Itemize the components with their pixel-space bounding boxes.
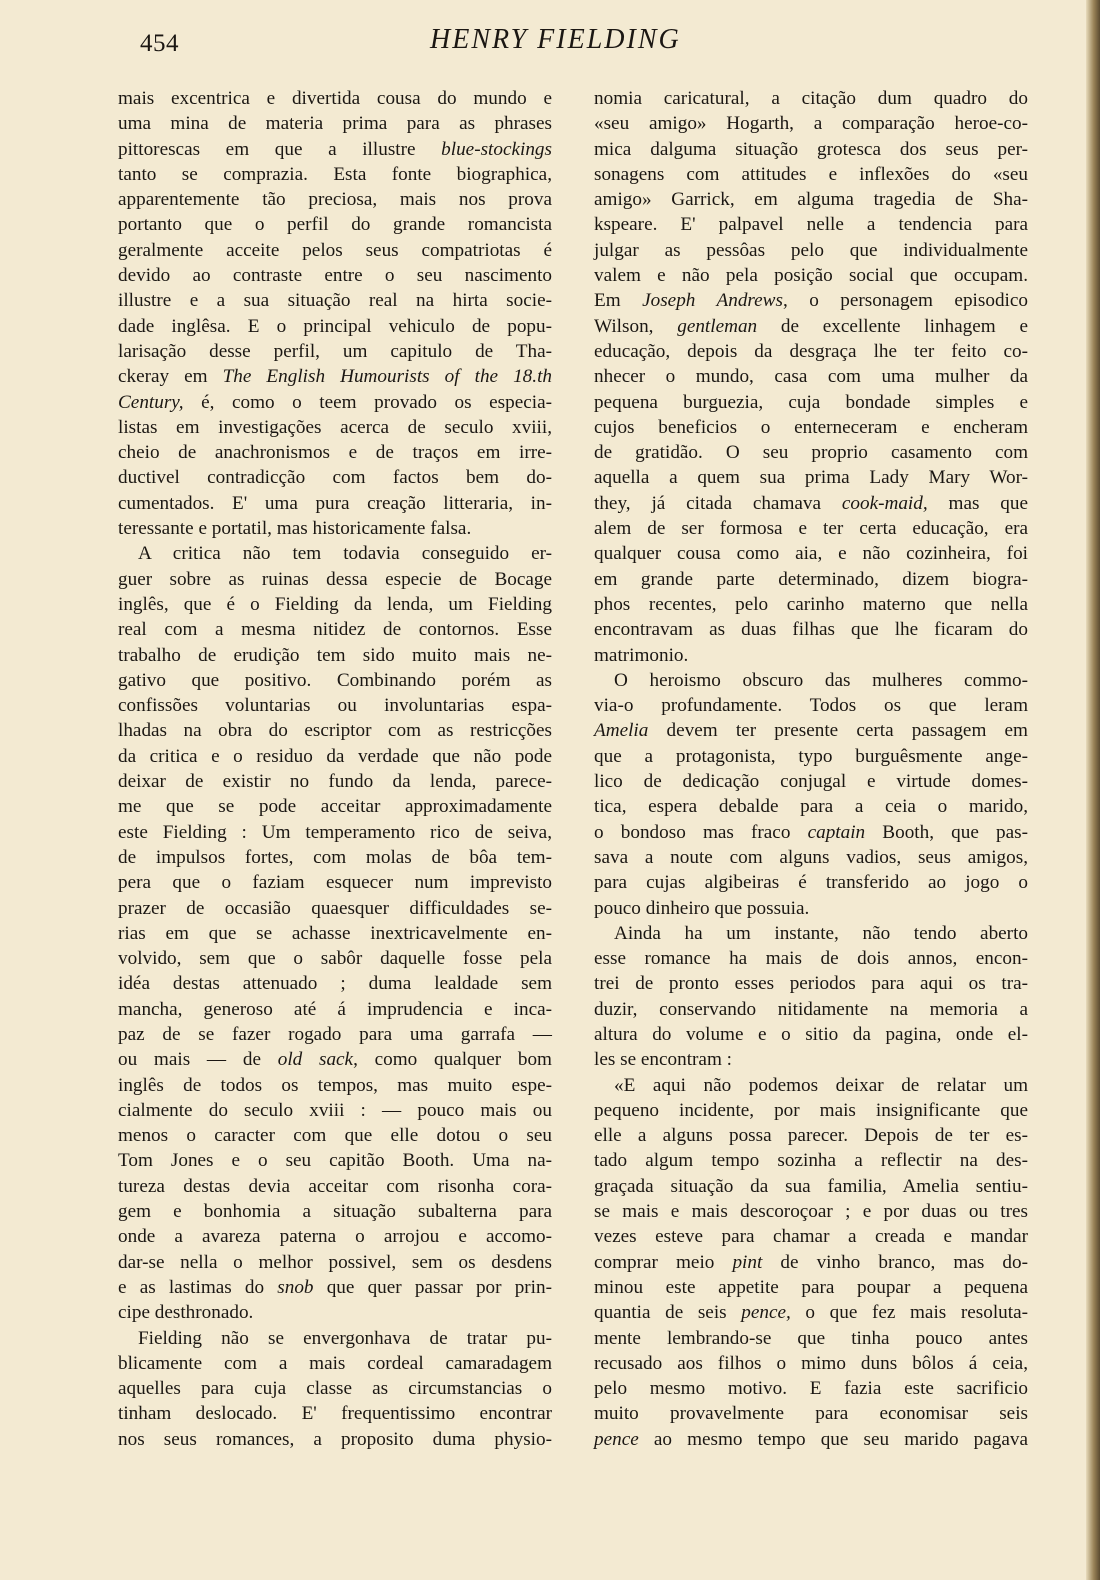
- text-line: este Fielding : Um temperamento rico de seiva,: [118, 821, 552, 843]
- text-line: matrimonio.: [594, 644, 689, 666]
- text-line: blicamente com a mais cordeal camaradagem: [118, 1352, 552, 1374]
- text-line: cujos beneficios o enterneceram e encheram: [594, 416, 1028, 438]
- text-line: A critica não tem todavia conseguido er-: [138, 543, 552, 565]
- text-line: de impulsos fortes, com molas de bôa tem-: [118, 846, 552, 868]
- text-line: Ainda ha um instante, não tendo aberto: [614, 922, 1028, 944]
- text-line: guer sobre as ruinas dessa especie de Bocage: [118, 568, 552, 590]
- text-line: via-o profundamente. Todos os que leram: [594, 695, 1028, 717]
- text-line: de gratidão. O seu proprio casamento com: [594, 442, 1028, 464]
- text-line: cumentados. E' uma pura creação litteraria, in-: [118, 492, 552, 514]
- text-line: nhecer o mundo, casa com uma mulher da: [594, 366, 1028, 388]
- text-line: devido ao contraste entre o seu nascimento: [118, 265, 552, 287]
- text-line: recusado aos filhos o mimo duns bôlos á ceia,: [594, 1352, 1028, 1374]
- text-line: teressante e portatil, mas historicamente falsa.: [118, 518, 472, 540]
- text-line: trei de pronto esses periodos para aqui os tra-: [594, 973, 1028, 995]
- text-line: Amelia devem ter presente certa passagem em: [594, 720, 1028, 742]
- text-line: encontravam as duas filhas que lhe ficaram do: [594, 619, 1028, 641]
- text-line: volvido, sem que o sabôr daquelle fosse pela: [118, 948, 552, 970]
- running-head: [0, 22, 1100, 62]
- running-title: HENRY FIELDING: [430, 24, 681, 55]
- text-line: valem e não pela posição social que occupam.: [594, 265, 1028, 287]
- text-line: Century, é, como o teem provado os especia-: [118, 391, 552, 413]
- text-line: uma mina de materia prima para as phrases: [118, 113, 552, 135]
- text-line: nos seus romances, a proposito duma physio-: [118, 1428, 552, 1450]
- italic-phrase: cook-maid,: [841, 492, 928, 514]
- text-line: kspeare. E' palpavel nelle a tendencia para: [594, 214, 1028, 236]
- text-line: vezes esteve para chamar a creada e mandar: [594, 1226, 1028, 1248]
- text-line: lhadas na obra do escriptor com as restricções: [118, 720, 552, 742]
- text-line: illustre e a sua situação real na hirta socie-: [118, 290, 552, 312]
- text-line: para cujas algibeiras é transferido ao jogo o: [594, 872, 1028, 894]
- text-line: lico de dedicação conjugal e virtude domes-: [594, 771, 1028, 793]
- text-line: tinham deslocado. E' frequentissimo encontrar: [118, 1403, 552, 1425]
- text-line: Tom Jones e o seu capitão Booth. Uma na-: [118, 1150, 552, 1172]
- text-line: O heroismo obscuro das mulheres commo-: [614, 669, 1028, 691]
- text-line: tanto se comprazia. Esta fonte biographica,: [118, 163, 552, 185]
- text-line: pequena burguezia, cuja bondade simples e: [594, 391, 1028, 413]
- text-line: duzir, conservando nitidamente na memoria a: [594, 998, 1028, 1020]
- text-line: onde a avareza paterna o arrojou e accomo-: [118, 1226, 552, 1248]
- italic-phrase: Century,: [118, 391, 184, 413]
- text-line: «E aqui não podemos deixar de relatar um: [614, 1074, 1028, 1096]
- italic-phrase: snob: [277, 1276, 314, 1298]
- text-line: prazer de occasião quaesquer difficuldades se-: [118, 897, 552, 919]
- text-line: graçada situação da sua familia, Amelia sentiu-: [594, 1175, 1028, 1197]
- text-line: trabalho de erudição tem sido muito mais ne-: [118, 644, 552, 666]
- text-line: sava a noute com alguns vadios, seus amigos,: [594, 846, 1028, 868]
- italic-phrase: pence,: [741, 1302, 791, 1324]
- text-line: Fielding não se envergonhava de tratar pu-: [138, 1327, 552, 1349]
- text-line: e as lastimas do snob que quer passar por prin-: [118, 1276, 552, 1298]
- italic-phrase: pint: [732, 1251, 763, 1273]
- text-line: elle a alguns possa parecer. Depois de ter es-: [594, 1125, 1028, 1147]
- text-line: educação, depois da desgraça lhe ter feito co-: [594, 340, 1028, 362]
- text-line: rias em que se achasse inextricavelmente en-: [118, 922, 552, 944]
- text-line: amigo» Garrick, em alguma tragedia de Sha-: [594, 189, 1028, 211]
- text-line: mente lembrando-se que tinha pouco antes: [594, 1327, 1028, 1349]
- italic-phrase: The English Humourists of the 18.th: [222, 366, 552, 388]
- italic-phrase: captain: [807, 821, 866, 843]
- text-line: cheio de anachronismos e de traços em irre-: [118, 442, 552, 464]
- text-line: quantia de seis pence, o que fez mais resoluta-: [594, 1302, 1028, 1324]
- page-number: 454: [140, 30, 179, 57]
- text-line: mancha, generoso até á imprudencia e inca-: [118, 998, 552, 1020]
- text-line: «seu amigo» Hogarth, a comparação heroe-co-: [594, 113, 1028, 135]
- text-line: qualquer cousa como aia, e não cozinheira, foi: [594, 543, 1028, 565]
- text-line: cipe desthronado.: [118, 1302, 254, 1324]
- italic-phrase: Amelia: [594, 720, 649, 742]
- text-line: julgar as pessôas pelo que individualmente: [594, 239, 1028, 261]
- left-text-column: [118, 86, 552, 1452]
- text-line: real com a mesma nitidez de contornos. Esse: [118, 619, 552, 641]
- text-line: que a protagonista, typo burguêsmente ange-: [594, 745, 1028, 767]
- italic-phrase: pence: [594, 1428, 639, 1450]
- text-line: gem e bonhomia a situação subalterna para: [118, 1201, 552, 1223]
- text-line: portanto que o perfil do grande romancista: [118, 214, 552, 236]
- text-line: deixar de existir no fundo da lenda, parece-: [118, 771, 552, 793]
- text-line: idéa destas attenuado ; duma lealdade sem: [118, 973, 552, 995]
- text-line: tica, espera debalde para a ceia o marido,: [594, 796, 1028, 818]
- text-line: pence ao mesmo tempo que seu marido pagava: [594, 1428, 1028, 1450]
- text-line: me que se pode acceitar approximadamente: [118, 796, 552, 818]
- text-line: aquella a quem sua prima Lady Mary Wor-: [594, 467, 1028, 489]
- text-line: they, já citada chamava cook-maid, mas que: [594, 492, 1028, 514]
- text-line: comprar meio pint de vinho branco, mas do-: [594, 1251, 1028, 1273]
- text-line: gativo que positivo. Combinando porém as: [118, 669, 552, 691]
- text-line: paz de se fazer rogado para uma garrafa —: [118, 1023, 552, 1045]
- text-line: tado algum tempo sozinha a reflectir na des-: [594, 1150, 1028, 1172]
- text-line: listas em investigações acerca de seculo xviii,: [118, 416, 552, 438]
- text-line: ckeray em The English Humourists of the 18.th: [118, 366, 552, 388]
- text-line: se mais e mais descoroçoar ; e por duas ou tres: [594, 1201, 1028, 1223]
- text-line: alem de ser formosa e ter certa educação, era: [594, 518, 1028, 540]
- page-binding-edge: [1086, 0, 1100, 1580]
- text-line: mica dalguma situação grotesca dos seus per-: [594, 138, 1028, 160]
- text-line: aquelles para cuja classe as circumstancias o: [118, 1378, 552, 1400]
- text-line: dade inglêsa. E o principal vehiculo de popu-: [118, 315, 552, 337]
- text-line: Wilson, gentleman de excellente linhagem e: [594, 315, 1028, 337]
- text-line: inglês, que é o Fielding da lenda, um Fielding: [118, 593, 552, 615]
- text-line: inglês de todos os tempos, mas muito espe-: [118, 1074, 552, 1096]
- text-line: ductivel contradicção com factos bem do-: [118, 467, 552, 489]
- text-line: pera que o faziam esquecer num imprevisto: [118, 872, 552, 894]
- text-line: o bondoso mas fraco captain Booth, que pas-: [594, 821, 1028, 843]
- italic-phrase: Joseph Andrews: [642, 290, 783, 312]
- text-line: mais excentrica e divertida cousa do mundo e: [118, 88, 552, 109]
- text-line: nomia caricatural, a citação dum quadro do: [594, 88, 1028, 109]
- text-line: muito provavelmente para economisar seis: [594, 1403, 1028, 1425]
- text-line: cialmente do seculo xviii : — pouco mais ou: [118, 1099, 552, 1121]
- text-line: menos o caracter com que elle dotou o seu: [118, 1125, 552, 1147]
- text-line: dar-se nella o melhor possivel, sem os desdens: [118, 1251, 552, 1273]
- text-line: sonagens com attitudes e inflexões do «seu: [594, 163, 1028, 185]
- text-line: tureza destas devia acceitar com risonha cora-: [118, 1175, 552, 1197]
- text-line: Em Joseph Andrews, o personagem episodico: [594, 290, 1028, 312]
- italic-phrase: gentleman: [677, 315, 758, 337]
- text-line: pelo mesmo motivo. E fazia este sacrificio: [594, 1378, 1028, 1400]
- text-line: phos recentes, pelo carinho materno que nella: [594, 593, 1028, 615]
- text-line: ou mais — de old sack, como qualquer bom: [118, 1049, 552, 1071]
- text-line: em grande parte determinado, dizem biogra-: [594, 568, 1028, 590]
- italic-phrase: blue-stockings: [441, 138, 552, 160]
- right-text-column: [594, 86, 1028, 1452]
- text-line: larisação desse perfil, um capitulo de Tha-: [118, 340, 552, 362]
- text-line: pequeno incidente, por mais insignificante que: [594, 1099, 1028, 1121]
- text-line: confissões voluntarias ou involuntarias espa-: [118, 695, 552, 717]
- text-line: pittorescas em que a illustre blue-stockings: [118, 138, 552, 160]
- italic-phrase: old sack: [277, 1049, 354, 1071]
- text-line: apparentemente tão preciosa, mais nos prova: [118, 189, 552, 211]
- text-line: geralmente acceite pelos seus compatriotas é: [118, 239, 552, 261]
- text-line: esse romance ha mais de dois annos, encon-: [594, 948, 1028, 970]
- text-line: altura do volume e o sitio da pagina, onde el-: [594, 1023, 1028, 1045]
- text-line: da critica e o residuo da verdade que não pode: [118, 745, 552, 767]
- text-line: pouco dinheiro que possuia.: [594, 897, 810, 919]
- text-line: minou este appetite para poupar a pequena: [594, 1276, 1028, 1298]
- text-line: les se encontram :: [594, 1049, 732, 1071]
